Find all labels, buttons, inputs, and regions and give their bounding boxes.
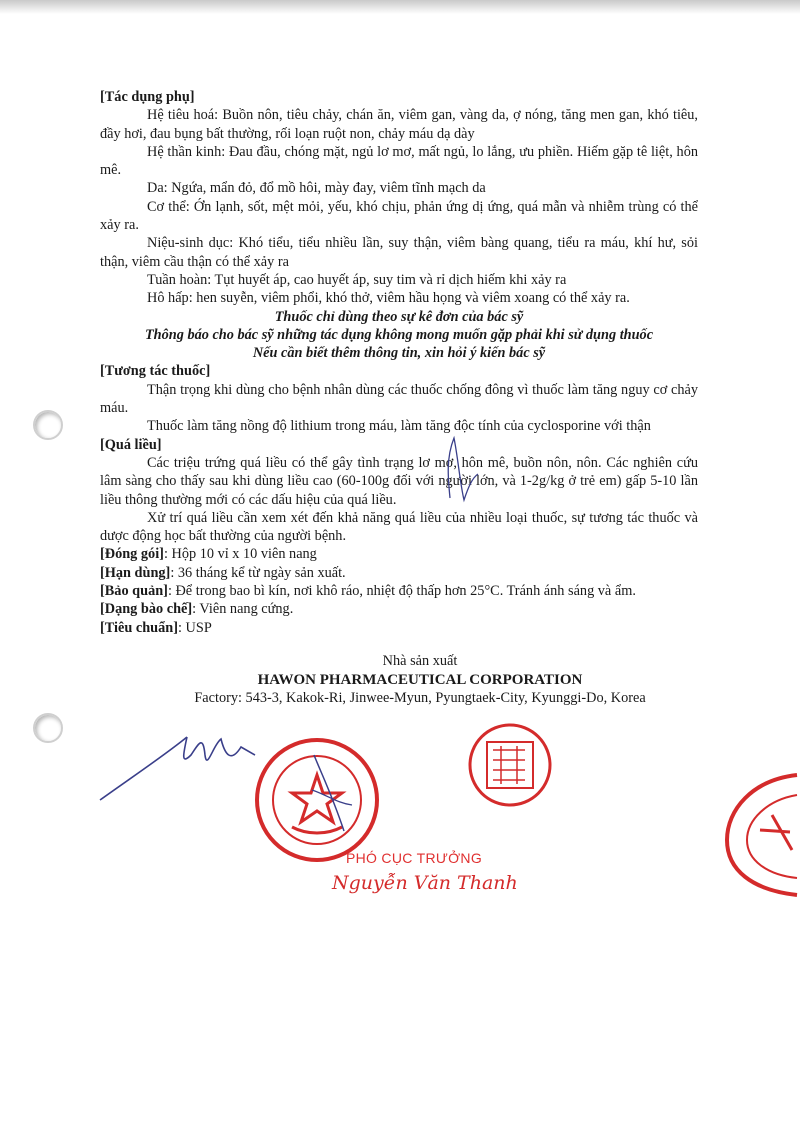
signatory-name: Nguyễn Văn Thanh	[332, 872, 518, 894]
punch-hole-bottom	[33, 713, 63, 743]
spec-shelf-life: [Hạn dùng]: 36 tháng kể từ ngày sản xuất.	[100, 564, 346, 581]
signatory-title: PHÓ CỤC TRƯỞNG	[346, 850, 483, 866]
warning-prescription: Thuốc chỉ dùng theo sự kê đơn của bác sỹ	[274, 308, 524, 325]
manufacturer-name: HAWON PHARMACEUTICAL CORPORATION	[257, 671, 583, 688]
page-top-shadow	[0, 0, 800, 14]
manufacturer-block	[100, 652, 740, 708]
company-seal	[465, 720, 555, 810]
manufacturer-label: Nhà sản xuất	[382, 653, 458, 669]
manufacturer-address: Factory: 543-3, Kakok-Ri, Jinwee-Myun, Pyungtaek-City, Kyunggi-Do, Korea	[194, 690, 646, 706]
overdose-heading: [Quá liều]	[100, 436, 162, 453]
spec-standard: [Tiêu chuẩn]: USP	[100, 619, 212, 636]
spec-packaging: [Đóng gói]: Hộp 10 vỉ x 10 viên nang	[100, 546, 317, 563]
warning-report: Thông báo cho bác sỹ những tác dụng không mong muốn gặp phải khi sử dụng thuốc	[144, 326, 654, 343]
pen-mark-overdose	[428, 428, 488, 508]
overdose-symptoms: Các triệu trứng quá liều có thể gây tình trạng lơ mơ, hôn mê, buồn nôn, nôn. Các nghiên cứu lâm sàng cho thấy sau khi dùng liều cao (60-100g đối với người lớn, và 1-2g/kg ở trẻ em) gấp 5-10 lần liều thông thường mới có các dấu hiệu của quá liều.	[100, 454, 698, 508]
side-effect-skin: Da: Ngứa, mẩn đỏ, đổ mồ hôi, mày đay, viêm tĩnh mạch da	[147, 180, 486, 197]
partial-stamp-right	[712, 770, 800, 900]
side-effect-circulation: Tuần hoàn: Tụt huyết áp, cao huyết áp, suy tim và rỉ dịch hiếm khi xảy ra	[147, 271, 567, 288]
side-effect-urogenital: Niệu-sinh dục: Khó tiểu, tiểu nhiều lần, suy thận, viêm bàng quang, tiểu ra máu, khí hư, sỏi thận, viêm cầu thận có thể xảy ra	[100, 235, 698, 270]
side-effect-body: Cơ thể: Ớn lạnh, sốt, mệt mỏi, yếu, khó chịu, phản ứng dị ứng, quá mẫn và nhiễm trùng có thể xảy ra.	[100, 198, 698, 234]
side-effects-heading: [Tác dụng phụ]	[100, 89, 195, 105]
interactions-heading: [Tương tác thuốc]	[100, 363, 211, 380]
side-effect-digestive: Hệ tiêu hoá: Buồn nôn, tiêu chảy, chán ăn, viêm gan, vàng da, ợ nóng, tăng men gan, khó tiêu, đầy hơi, đau bụng bất thường, rối loạn ruột non, chảy máu dạ dày	[100, 107, 698, 142]
document-body	[100, 88, 698, 637]
overdose-management: Xử trí quá liều cần xem xét đến khả năng quá liều của nhiều loại thuốc, sự tương tác thuốc và dược động học bất thường của người bệnh.	[100, 509, 698, 545]
side-effect-nervous: Hệ thần kinh: Đau đầu, chóng mặt, ngủ lơ mơ, mất ngủ, lo lắng, ưu phiền. Hiếm gặp tê liệt, hôn mê.	[100, 143, 698, 179]
spec-dosage-form: [Dạng bào chế]: Viên nang cứng.	[100, 601, 294, 618]
interaction-anticoagulant: Thận trọng khi dùng cho bệnh nhân dùng các thuốc chống đông vì thuốc làm tăng nguy cơ chảy máu.	[100, 381, 698, 417]
spec-storage: [Bảo quản]: Để trong bao bì kín, nơi khô ráo, nhiệt độ thấp hơn 25°C. Tránh ánh sáng và ẩm.	[100, 583, 636, 600]
punch-hole-top	[33, 410, 63, 440]
official-stamp	[252, 735, 382, 865]
interaction-lithium: Thuốc làm tăng nồng độ lithium trong máu, làm tăng độc tính của cyclosporine với thận	[147, 418, 651, 435]
warning-consult: Nếu cần biết thêm thông tin, xin hỏi ý kiến bác sỹ	[252, 345, 546, 362]
side-effect-respiratory: Hô hấp: hen suyễn, viêm phổi, khó thở, viêm hầu họng và viêm xoang có thể xảy ra.	[147, 290, 630, 307]
